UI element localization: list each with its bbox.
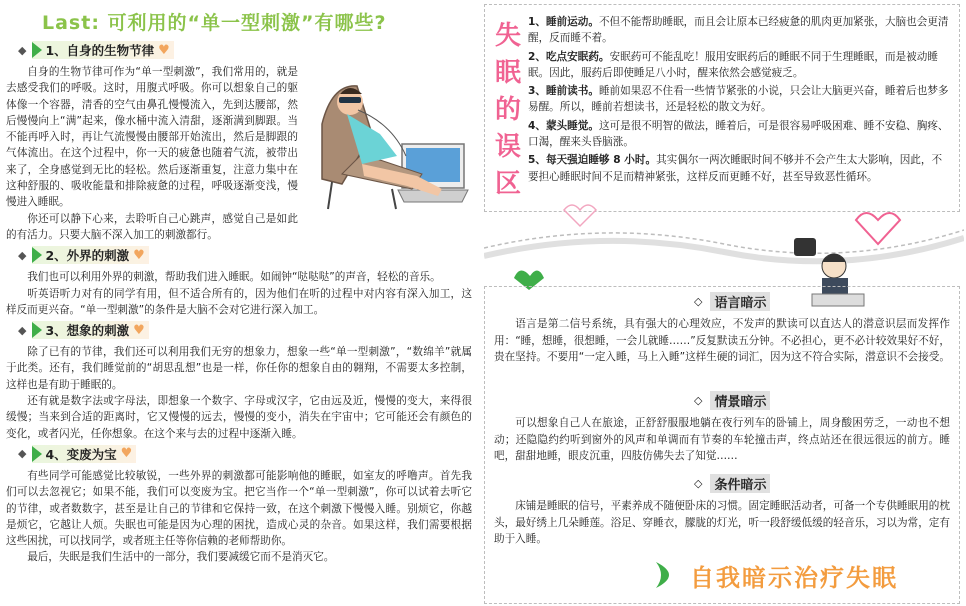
page-title: Last: 可利用的“单一型刺激”有哪些? — [42, 12, 387, 34]
hint-title: 条件暗示 — [710, 474, 770, 493]
vertical-title-char: 眠 — [494, 58, 521, 88]
heart-icon: ♥ — [133, 247, 145, 263]
left-column — [6, 38, 472, 566]
section-heading-4 — [18, 444, 472, 464]
item-lead: 蒙头睡觉。 — [545, 119, 599, 132]
hint-paragraph: 语言是第二信号系统，具有强大的心理效应，不发声的默读可以直达人的潜意识层而发挥作用：“睡，想睡，很想睡，一会儿就睡……”反复默读五分钟。不必担心，更不必计较效果好不好，贵在坚持。不要用“一定入睡，马上入睡”这样生硬的词汇，因为这不符合实际，潜意识不会接受。 — [494, 318, 950, 363]
triangle-arrow-icon — [32, 42, 42, 58]
paragraph: 最后，失眠是我们生活中的一部分，我们要减缓它而不是消灭它。 — [27, 551, 335, 564]
list-item — [526, 49, 951, 82]
item-lead: 睡前运动。 — [545, 16, 599, 28]
vertical-title — [490, 18, 526, 203]
paragraph: 有些同学可能感觉比较敏锐，一些外界的刺激都可能影响他的睡眠，如室友的呼噜声。首先我们可以去忽视它；如果不能，我们可以变废为宝。把它当作一个“单一型刺激”，你可以试着去听它的节律，或者数数字，甚至是让自己的节律和它保持一致，在这个刺激下慢慢入睡。别烦它，你越是烦它，它越让人烦。失眠也可能是因为心理的困扰，造成心灵的杂音。如果这样，我们需要根据这些困扰，可以找同学，或者班主任等你信赖的老师帮助你。 — [6, 469, 472, 548]
item-number: 1、 — [528, 16, 546, 28]
diamond-bullet-icon: ◇ — [694, 295, 703, 308]
section-title: 2、外界的刺激 — [45, 248, 130, 264]
hint-heading-scenario — [694, 391, 770, 410]
hint-heading-condition — [694, 474, 770, 493]
paragraph: 听英语听力对有的同学有用，但不适合所有的，因为他们在听的过程中对内容有深入加工，这样反而更兴奋。“单一型刺激”的条件是大脑不会对它进行深入加工。 — [6, 287, 472, 316]
item-text: 不但不能帮助睡眠，而且会让原本已经疲惫的肌肉更加紧张，大脑也会更清醒，反而睡不着。 — [528, 16, 949, 45]
heart-icon — [564, 205, 596, 226]
heart-icon: ♥ — [158, 42, 170, 58]
diamond-bullet-icon: ◆ — [18, 323, 27, 337]
paragraph: 我们也可以利用外界的刺激，帮助我们进入睡眠。如闹钟“哒哒哒”的声音，轻松的音乐。 — [27, 271, 441, 284]
item-number: 3、 — [528, 85, 546, 98]
paragraph: 你还可以静下心来，去聆听自己心跳声，感觉自己是如此的有活力。只要大脑不深入加工的刺激都行。 — [6, 212, 298, 241]
vertical-title-char: 失 — [494, 21, 521, 51]
diamond-bullet-icon: ◆ — [18, 248, 27, 262]
heart-icon: ♥ — [120, 446, 133, 462]
diamond-bullet-icon: ◇ — [694, 477, 703, 490]
vertical-title-char: 的 — [494, 95, 521, 125]
section-heading-1 — [18, 40, 472, 60]
item-lead: 吃点安眠药。 — [545, 50, 610, 63]
section-heading-3 — [18, 320, 472, 340]
item-number: 2、 — [528, 50, 546, 63]
list-item — [526, 152, 951, 185]
hint-paragraph: 可以想象自己人在旅途，正舒舒服服地躺在夜行列车的卧铺上，周身酸困劳乏，一动也不想动；还隐隐约约听到窗外的风声和单调而有节奏的车轮撞击声，终点站还在很远很远的前方。睡吧，甜甜地睡，眼皮沉重，四肢仿佛失去了知觉…… — [494, 417, 950, 462]
section-title: 3、想象的刺激 — [45, 323, 130, 339]
list-item — [526, 14, 951, 47]
list-item — [526, 83, 951, 116]
diamond-bullet-icon: ◇ — [694, 394, 703, 407]
green-arrow-icon — [652, 560, 682, 590]
item-text: 睡前如果忍不住看一些情节紧张的小说，只会让大脑更兴奋，睡着后也梦多易醒。所以，睡前若想读书，还是轻松的散文为好。 — [528, 85, 949, 114]
list-item — [526, 118, 951, 151]
paragraph: 还有就是数字法或字母法，即想象一个数字、字母或汉字，它由远及近，慢慢的变大，来得很缓慢；当来到合适的距离时，它又慢慢的远去，慢慢的变小，消失在宇宙中；它可能还会有颜色的变化，或者闪光，任你想象。在这个来与去的过程中逐渐入睡。 — [6, 395, 472, 440]
vertical-title-char: 误 — [494, 132, 521, 162]
item-text: 其实偶尔一两次睡眠时间不够并不会产生太大影响，因此，不要担心睡眠时间不足而精神紧张，这样反而更睡不好，甚至导致恶性循环。 — [528, 154, 943, 183]
triangle-arrow-icon — [32, 322, 42, 338]
paragraph: 自身的生物节律可作为“单一型刺激”，我们常用的，就是去感受我们的呼吸。这时，用腹式呼吸。你可以想象自己的躯体像一个容器，清香的空气由鼻孔慢慢流入，先到达腰部，然后慢慢向上“满”起来，像水桶中流入清甜，逐渐满到脚跟。当不能再呼入时，再让气流慢慢由腰部开始流出，然后是脚跟的气体流出。在这个过程中，你一天的疲惫也随着气流，被带出来了，全身感觉到无比的轻松。然后逐渐重复，注意力集中在这种舒服的、吸收能量和排除疲惫的过程，呼吸逐渐变浅，慢慢进入睡眠。 — [6, 66, 298, 209]
hint-paragraph: 床铺是睡眠的信号，平素养成不随便卧床的习惯。固定睡眠活动者，可备一个专供睡眠用的枕头，最好绣上几朵睡莲。浴足、穿睡衣，朦胧的灯光，听一段舒缓低缓的轻音乐，习以为常，定有助于入睡。 — [494, 500, 950, 545]
triangle-arrow-icon — [32, 247, 42, 263]
diamond-bullet-icon: ◆ — [18, 447, 27, 461]
paragraph: 除了已有的节律，我们还可以利用我们无穷的想象力，想象一些“单一型刺激”，“数绵羊”就属于此类。还有，我们睡觉前的“胡思乱想”也是一样，你任你的想象自由的翱翔，不需要太多控制，这样也是有助于睡眠的。 — [6, 346, 472, 391]
vertical-title-char: 区 — [494, 169, 521, 199]
footer-title: 自我暗示治疗失眠 — [690, 564, 898, 592]
item-number: 4、 — [528, 119, 546, 132]
item-text: 安眠药可不能乱吃！服用安眠药后的睡眠不同于生理睡眠，而是被动睡眠。因此，服药后即使睡足八小时，醒来依然会感觉疲乏。 — [528, 50, 938, 79]
hint-title: 语言暗示 — [710, 292, 770, 311]
item-lead: 睡前读书。 — [545, 85, 599, 98]
hint-heading-language — [694, 292, 770, 311]
section-heading-2 — [18, 245, 472, 265]
item-number: 5、 — [528, 154, 546, 167]
misconceptions-list — [526, 14, 951, 187]
person-resting-illustration — [302, 64, 472, 214]
section-title: 1、自身的生物节律 — [45, 43, 155, 58]
heart-icon: ♥ — [133, 322, 145, 338]
triangle-arrow-icon — [32, 446, 42, 462]
diamond-bullet-icon: ◆ — [18, 43, 27, 57]
item-lead: 每天强迫睡够 8 小时。 — [545, 154, 657, 167]
item-text: 这可是很不明智的做法，睡着后，可是很容易呼吸困难、睡不安稳、胸疼、口渴，醒来头昏脑涨。 — [528, 119, 949, 149]
hint-title: 情景暗示 — [710, 391, 770, 410]
section-title: 4、变废为宝 — [45, 446, 117, 462]
